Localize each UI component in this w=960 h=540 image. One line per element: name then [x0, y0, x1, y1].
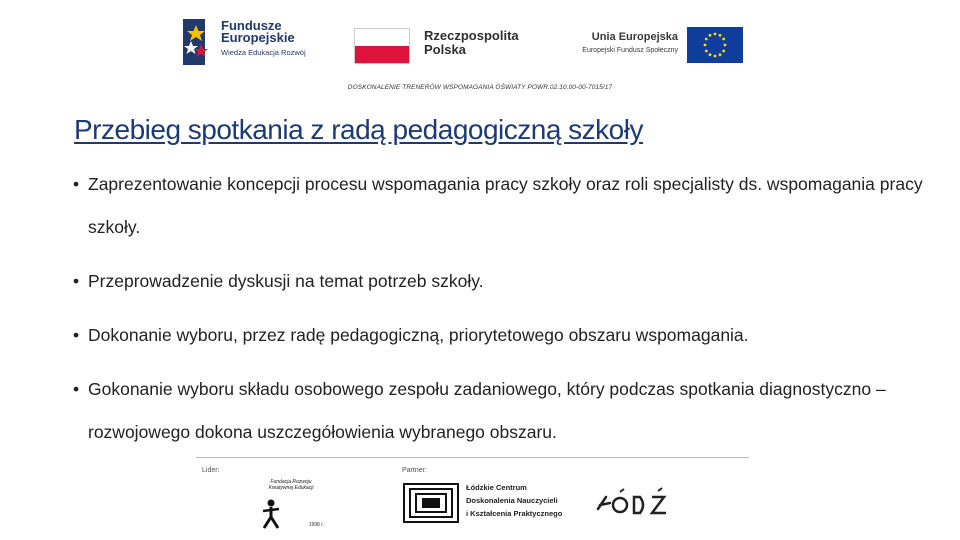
bullet-icon: • [73, 325, 80, 345]
bullet-list [73, 163, 933, 465]
walking-figure-icon [260, 499, 282, 529]
funds-logo-tagline: Wiedza Edukacja Rozwój [221, 48, 306, 57]
bullet-icon: • [73, 379, 80, 399]
bullet-item [73, 163, 933, 249]
footer-divider [196, 457, 749, 458]
bullet-text: Przeprowadzenie dyskusji na temat potrzeb szkoły. [88, 271, 484, 291]
leader-label: Lider: [202, 467, 220, 474]
bullet-text: Dokonanie wyboru, przez radę pedagogiczną, priorytetowego obszaru wspomagania. [88, 325, 749, 345]
funds-europejskie-logo [183, 18, 323, 68]
poland-logo-line2: Polska [424, 42, 466, 57]
leader-logo-text: Fundacja Rozwoju Kreatywnej Edukacji [268, 479, 314, 491]
funds-star-icon [183, 19, 217, 65]
polish-flag-icon [354, 28, 410, 64]
training-center-name [466, 481, 562, 520]
eu-logo-line1: Unia Europejska [591, 31, 678, 43]
funds-logo-line1: Fundusze [221, 18, 282, 33]
partner-label: Partner: [402, 467, 427, 474]
bullet-item [73, 260, 933, 303]
leader-logo-year: 1998 r. [308, 522, 324, 528]
bullet-icon: • [73, 271, 80, 291]
eu-logo-line2: Europejski Fundusz Społeczny [582, 47, 678, 54]
footer-partners [196, 457, 749, 535]
funds-logo-line2: Europejskie [221, 30, 295, 45]
eu-flag-icon [687, 27, 743, 63]
bullet-item [73, 314, 933, 357]
training-center-line3: i Kształcenia Praktycznego [466, 509, 563, 518]
bullet-text: Gokonanie wyboru składu osobowego zespołu zadaniowego, który podczas spotkania diagnostyczno – rozwojowego dokona uszczegółowienia wybranego obszaru. [88, 379, 886, 442]
training-center-line2: Doskonalenia Nauczycieli [466, 496, 558, 505]
poland-logo [354, 25, 544, 69]
slide-title: Przebieg spotkania z radą pedagogiczną szkoły [74, 114, 643, 145]
training-center-line1: Łódzkie Centrum [466, 483, 527, 492]
leader-logo [256, 477, 326, 532]
bullet-icon: • [73, 174, 80, 194]
bullet-item [73, 368, 933, 454]
eu-logo [553, 25, 743, 67]
poland-logo-line1: Rzeczpospolita [424, 28, 519, 43]
bullet-text: Zaprezentowanie koncepcji procesu wspomagania pracy szkoły oraz roli specjalisty ds. wspomagania pracy szkoły. [88, 174, 923, 237]
project-code-line: DOSKONALENIE TRENERÓW WSPOMAGANIA OŚWIATY POWR.02.10.00-00-7015/17 [347, 84, 613, 91]
lodz-city-logo [594, 487, 674, 517]
training-center-mark-icon [403, 483, 459, 523]
